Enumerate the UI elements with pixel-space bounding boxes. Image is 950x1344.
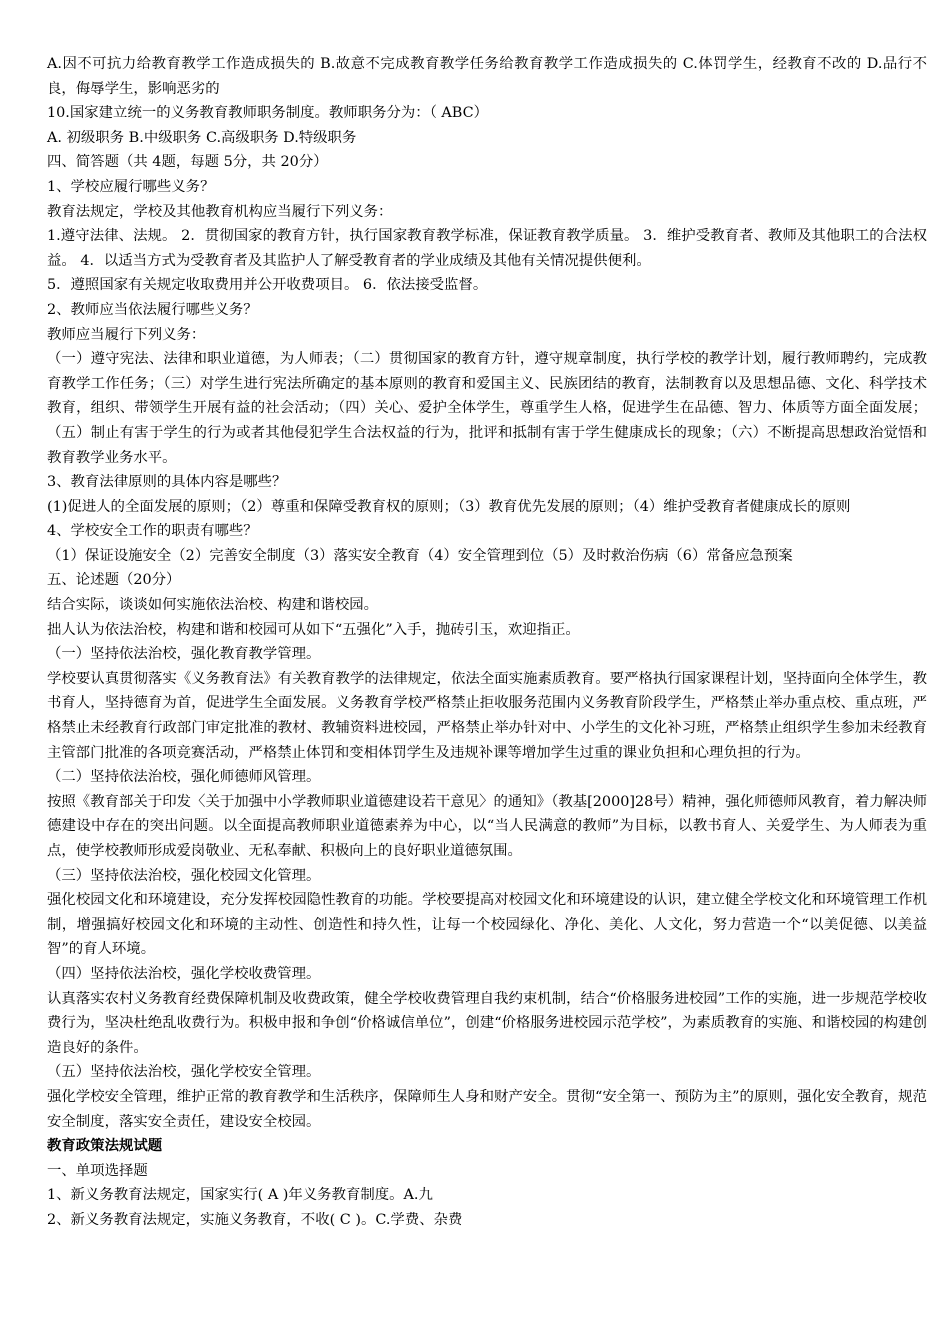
answer-intro-2: 教师应当履行下列义务： [47, 326, 206, 343]
question-10-options: A. 初级职务 B.中级职务 C.高级职务 D.特级职务 [47, 129, 357, 146]
essay-heading-2: （二）坚持依法治校，强化师德师风管理。 [47, 769, 321, 786]
answer-intro-1: 教育法规定，学校及其他教育机构应当履行下列义务： [47, 203, 393, 220]
essay-paragraph-3: 强化校园文化和环境建设，充分发挥校园隐性教育的功能。学校要提高对校园文化和环境建设的认识，建立健全学校文化和环境管理工作机制，增强搞好校园文化和环境的主动性、创造性和持久性，让每一个校园绿化、净化、美化、人文化，努力营造一个“以美促德、以美益智”的育人环境。 [47, 892, 927, 958]
essay-paragraph-1: 学校要认真贯彻落实《义务教育法》有关教育教学的法律规定，依法全面实施素质教育。要严格执行国家课程计划，坚持面向全体学生，教书育人，坚持德育为首，促进学生全面发展。义务教育学校严格禁止拒收服务范围内义务教育阶段学生，严格禁止举办重点校、重点班，严格禁止未经教育行政部门审定批准的教材、教辅资料进校园，严格禁止举办针对中、小学生的文化补习班，严格禁止组织学生参加未经教育主管部门批准的各项竞赛活动，严格禁止体罚和变相体罚学生及违规补课等增加学生过重的课业负担和心理负担的行为。 [47, 670, 927, 761]
section-heading-single-choice: 一、单项选择题 [47, 1162, 148, 1179]
essay-paragraph-4: 认真落实农村义务教育经费保障机制及收费政策，健全学校收费管理自我约束机制，结合“价格服务进校园”工作的实施，进一步规范学校收费行为，坚决杜绝乱收费行为。积极申报和争创“价格诚信单位”，创建“价格服务进校园示范学校”，为素质教育的实施、和谐校园的构建创造良好的条件。 [47, 990, 927, 1056]
answer-3: (1)促进人的全面发展的原则；（2）尊重和保障受教育权的原则；（3）教育优先发展的原则；（4）维护受教育者健康成长的原则 [47, 498, 851, 515]
short-question-2: 2、教师应当依法履行哪些义务？ [47, 301, 258, 318]
essay-heading-5: （五）坚持依法治校，强化学校安全管理。 [47, 1064, 321, 1081]
short-question-1: 1、学校应履行哪些义务？ [47, 178, 215, 195]
essay-heading-4: （四）坚持依法治校，强化学校收费管理。 [47, 965, 321, 982]
choice-question-2: 2、新义务教育法规定，实施义务教育，不收( C )。C.学费、杂费 [47, 1211, 463, 1228]
answer-4: （1）保证设施安全（2）完善安全制度（3）落实安全教育（4）安全管理到位（5）及时救治伤病（6）常备应急预案 [47, 547, 793, 564]
section-heading-essay: 五、论述题（20分） [47, 572, 181, 589]
essay-question: 结合实际，谈谈如何实施依法治校、构建和谐校园。 [47, 597, 378, 614]
essay-paragraph-5: 强化学校安全管理，维护正常的教育教学和生活秩序，保障师生人身和财产安全。贯彻“安全第一、预防为主”的原则，强化安全教育，规范安全制度，落实安全责任，建设安全校园。 [47, 1088, 927, 1130]
essay-heading-1: （一）坚持依法治校，强化教育教学管理。 [47, 646, 321, 663]
section-heading-short-answer: 四、简答题（共 4题，每题 5分，共 20分） [47, 154, 328, 171]
answer-1-part-1: 1.遵守法律、法规。 2．贯彻国家的教育方针，执行国家教育教学标准，保证教育教学质量。 3．维护受教育者、教师及其他职工的合法权益。 4．以适当方式为受教育者及其监护人了解受教育者的学业成绩及其他有关情况提供便利。 [47, 228, 927, 269]
short-question-3: 3、教育法律原则的具体内容是哪些？ [47, 474, 287, 491]
answer-2: （一）遵守宪法、法律和职业道德，为人师表；（二）贯彻国家的教育方针，遵守规章制度，执行学校的教学计划，履行教师聘约，完成教育教学工作任务；（三）对学生进行宪法所确定的基本原则的教育和爱国主义、民族团结的教育，法制教育以及思想品德、文化、科学技术教育，组织、带领学生开展有益的社会活动；（四）关心、爱护全体学生，尊重学生人格，促进学生在品德、智力、体质等方面全面发展；（五）制止有害于学生的行为或者其他侵犯学生合法权益的行为，批评和抵制有害于学生健康成长的现象；（六）不断提高思想政治觉悟和教育教学业务水平。 [47, 351, 927, 466]
option-line-a-d: A.因不可抗力给教育教学工作造成损失的 B.故意不完成教育教学任务给教育教学工作造成损失的 C.体罚学生，经教育不改的 D.品行不良，侮辱学生，影响恶劣的 [47, 56, 927, 97]
answer-1-part-2: 5．遵照国家有关规定收取费用并公开收费项目。 6．依法接受监督。 [47, 277, 488, 294]
essay-heading-3: （三）坚持依法治校，强化校园文化管理。 [47, 867, 321, 884]
exam-title: 教育政策法规试题 [47, 1138, 163, 1155]
short-question-4: 4、学校安全工作的职责有哪些？ [47, 523, 258, 540]
essay-paragraph-2: 按照《教育部关于印发〈关于加强中小学教师职业道德建设若干意见〉的通知》（教基[2000]28号）精神，强化师德师风教育，着力解决师德建设中存在的突出问题。以全面提高教师职业道德素养为中心，以“当人民满意的教师”为目标，以教书育人、关爱学生、为人师表为重点，使学校教师形成爱岗敬业、无私奉献、积极向上的良好职业道德氛围。 [47, 793, 927, 859]
question-10: 10.国家建立统一的义务教育教师职务制度。教师职务分为：（ ABC） [47, 105, 489, 122]
choice-question-1: 1、新义务教育法规定，国家实行( A )年义务教育制度。A.九 [47, 1187, 433, 1204]
document-body [47, 52, 927, 1233]
essay-intro: 拙人认为依法治校，构建和谐和校园可从如下“五强化”入手，抛砖引玉，欢迎指正。 [47, 621, 580, 638]
